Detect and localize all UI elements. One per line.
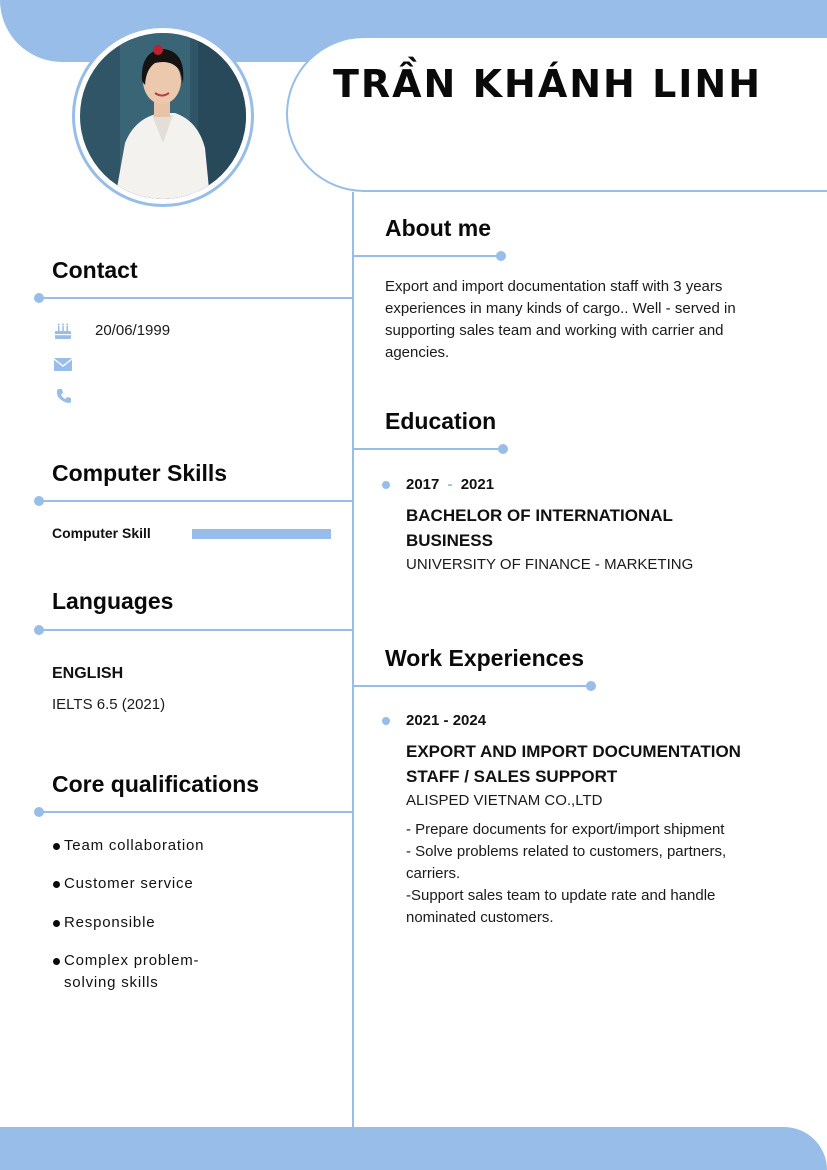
duty-line: - Solve problems related to customers, partners, xyxy=(406,843,727,860)
degree-line: BACHELOR OF INTERNATIONAL xyxy=(406,506,673,525)
education-years xyxy=(406,476,494,493)
education-heading: Education xyxy=(385,408,497,434)
qualification-item: Team collaboration xyxy=(64,837,205,854)
qualification-item-continued: solving skills xyxy=(64,974,159,991)
heading-dot xyxy=(496,251,506,261)
mail-icon xyxy=(54,356,72,374)
bullet xyxy=(53,958,60,965)
bottom-decor-bar xyxy=(0,1127,827,1170)
timeline-dot xyxy=(382,717,390,725)
timeline-dot xyxy=(382,481,390,489)
skill-bar-track xyxy=(192,529,331,539)
about-line: experiences in many kinds of cargo.. Well - served in xyxy=(385,300,736,317)
bullet xyxy=(53,920,60,927)
birthday-value: 20/06/1999 xyxy=(95,322,171,339)
name-card xyxy=(286,36,827,192)
role-line: EXPORT AND IMPORT DOCUMENTATION xyxy=(406,742,741,761)
language-name: ENGLISH xyxy=(52,665,124,682)
skill-bar-fill xyxy=(192,529,331,539)
education-school: UNIVERSITY OF FINANCE - MARKETING xyxy=(406,556,694,573)
qualification-item: Complex problem- xyxy=(64,952,200,969)
qualifications-heading: Core qualifications xyxy=(52,771,260,797)
work-heading: Work Experiences xyxy=(385,645,585,671)
heading-rule xyxy=(39,297,353,299)
contact-heading: Contact xyxy=(52,257,138,283)
heading-rule xyxy=(39,629,353,631)
portrait-photo xyxy=(80,33,246,199)
duty-line: - Prepare documents for export/import shipment xyxy=(406,821,725,838)
education-year-start: 2017 xyxy=(406,476,440,493)
birthday-cake-icon xyxy=(54,322,72,340)
bullet xyxy=(53,881,60,888)
duty-line: nominated customers. xyxy=(406,909,554,926)
heading-rule xyxy=(39,500,353,502)
work-role xyxy=(406,739,741,789)
heading-rule xyxy=(353,685,591,687)
computer-skills-heading: Computer Skills xyxy=(52,460,228,486)
heading-dot xyxy=(498,444,508,454)
heading-dot xyxy=(586,681,596,691)
phone-icon xyxy=(56,388,74,406)
about-line: agencies. xyxy=(385,344,450,361)
about-heading: About me xyxy=(385,215,492,241)
education-year-separator: - xyxy=(447,476,453,493)
education-degree xyxy=(406,503,673,553)
qualification-item: Customer service xyxy=(64,875,194,892)
heading-rule xyxy=(353,448,503,450)
education-year-end: 2021 xyxy=(460,476,495,493)
about-line: Export and import documentation staff with 3 years xyxy=(385,278,723,295)
qualification-item: Responsible xyxy=(64,914,156,931)
bullet xyxy=(53,843,60,850)
languages-heading: Languages xyxy=(52,588,174,614)
role-line: STAFF / SALES SUPPORT xyxy=(406,767,618,786)
skill-label: Computer Skill xyxy=(52,525,151,541)
heading-rule xyxy=(353,255,501,257)
work-company: ALISPED VIETNAM CO.,LTD xyxy=(406,792,603,809)
language-score: IELTS 6.5 (2021) xyxy=(52,696,166,713)
duty-line: -Support sales team to update rate and handle xyxy=(406,887,716,904)
duty-line: carriers. xyxy=(406,865,461,882)
degree-line: BUSINESS xyxy=(406,531,493,550)
work-period: 2021 - 2024 xyxy=(406,712,487,729)
about-line: supporting sales team and working with carrier and xyxy=(385,322,724,339)
column-divider xyxy=(352,192,354,1127)
heading-rule xyxy=(39,811,353,813)
candidate-name: TRẦN KHÁNH LINH xyxy=(332,62,763,106)
